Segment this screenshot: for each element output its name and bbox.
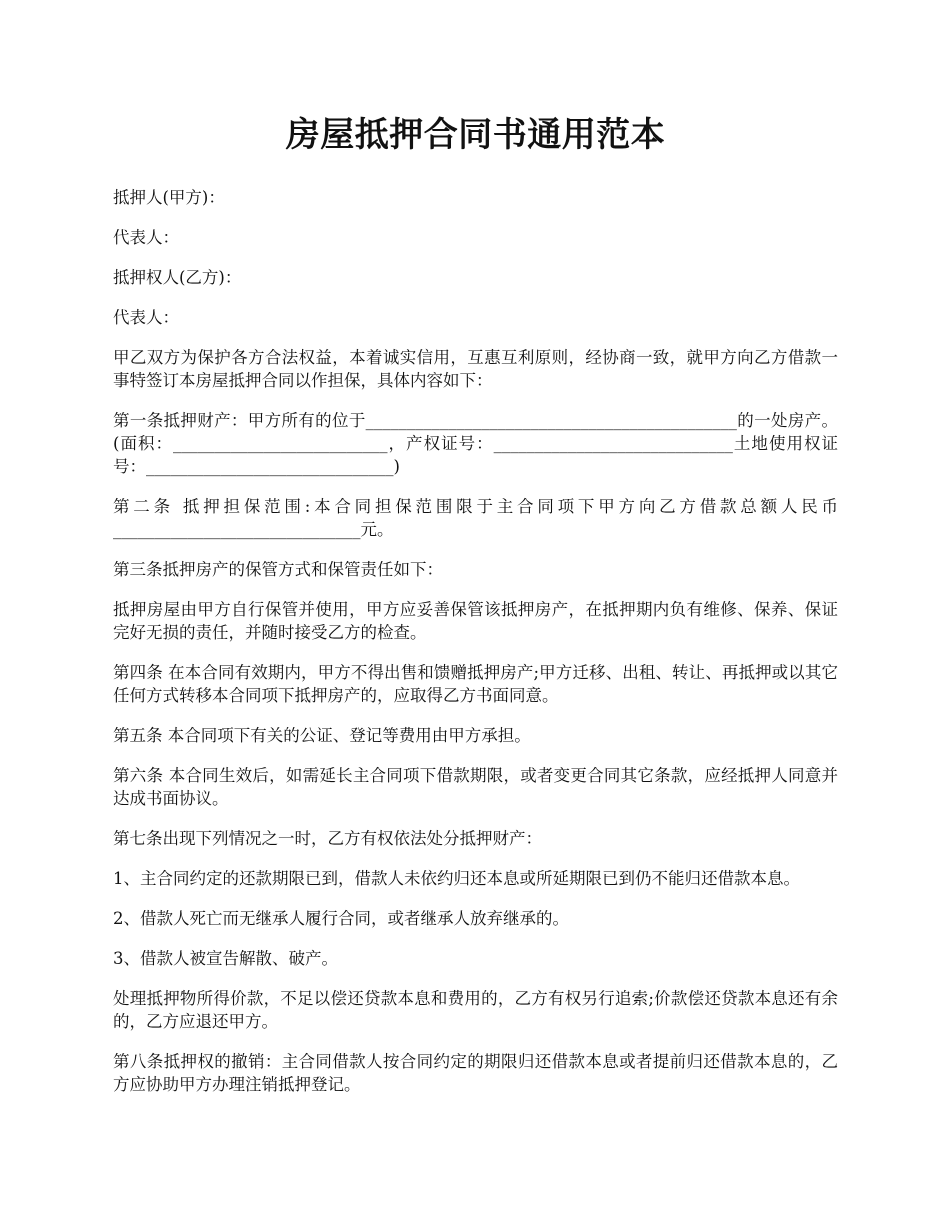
article-3-paragraph: 第三条抵押房产的保管方式和保管责任如下： — [113, 560, 443, 579]
preamble-paragraph: 甲乙双方为保护各方合法权益，本着诚实信用，互惠互利原则，经协商一致，就甲方向乙方借款一事特签订本房屋抵押合同以作担保，具体内容如下： — [113, 348, 838, 390]
condition-1-paragraph: 1、主合同约定的还款期限已到，借款人未依约归还本息或所延期限已到仍不能归还借款本息。 — [113, 869, 800, 888]
article-6-paragraph: 第六条 本合同生效后，如需延长主合同项下借款期限，或者变更合同其它条款，应经抵押人同意并达成书面协议。 — [113, 766, 838, 808]
custody-paragraph: 抵押房屋由甲方自行保管并使用，甲方应妥善保管该抵押房产，在抵押期内负有维修、保养、保证完好无损的责任，并随时接受乙方的检查。 — [113, 600, 838, 642]
article-2-paragraph: 第二条 抵押担保范围:本合同担保范围限于主合同项下甲方向乙方借款总额人民币______________________________元。 — [113, 497, 838, 539]
condition-2-paragraph: 2、借款人死亡而无继承人履行合同，或者继承人放弃继承的。 — [113, 909, 569, 928]
article-4-paragraph: 第四条 在本合同有效期内，甲方不得出售和馈赠抵押房产;甲方迁移、出租、转让、再抵押或以其它任何方式转移本合同项下抵押房产的，应取得乙方书面同意。 — [113, 663, 838, 705]
article-8-paragraph: 第八条抵押权的撤销：主合同借款人按合同约定的期限归还借款本息或者提前归还借款本息的，乙方应协助甲方办理注销抵押登记。 — [113, 1052, 838, 1094]
condition-3-paragraph: 3、借款人被宣告解散、破产。 — [113, 949, 338, 968]
article-5-paragraph: 第五条 本合同项下有关的公证、登记等费用由甲方承担。 — [113, 726, 531, 745]
document-title: 房屋抵押合同书通用范本 — [285, 115, 666, 155]
party-a-representative-line: 代表人： — [113, 228, 179, 247]
proceeds-paragraph: 处理抵押物所得价款，不足以偿还贷款本息和费用的，乙方有权另行追索;价款偿还贷款本息还有余的，乙方应退还甲方。 — [113, 989, 838, 1031]
party-b-representative-line: 代表人： — [113, 308, 179, 327]
party-a-line: 抵押人(甲方)： — [113, 188, 225, 207]
article-1-paragraph: 第一条抵押财产：甲方所有的位于_____________________________________________的一处房产。(面积：__________________________，产权证号：_____________________________土地使用权证号：______________________________) — [113, 411, 838, 476]
party-b-line: 抵押权人(乙方)： — [113, 268, 242, 287]
article-7-paragraph: 第七条出现下列情况之一时，乙方有权依法处分抵押财产： — [113, 829, 542, 848]
